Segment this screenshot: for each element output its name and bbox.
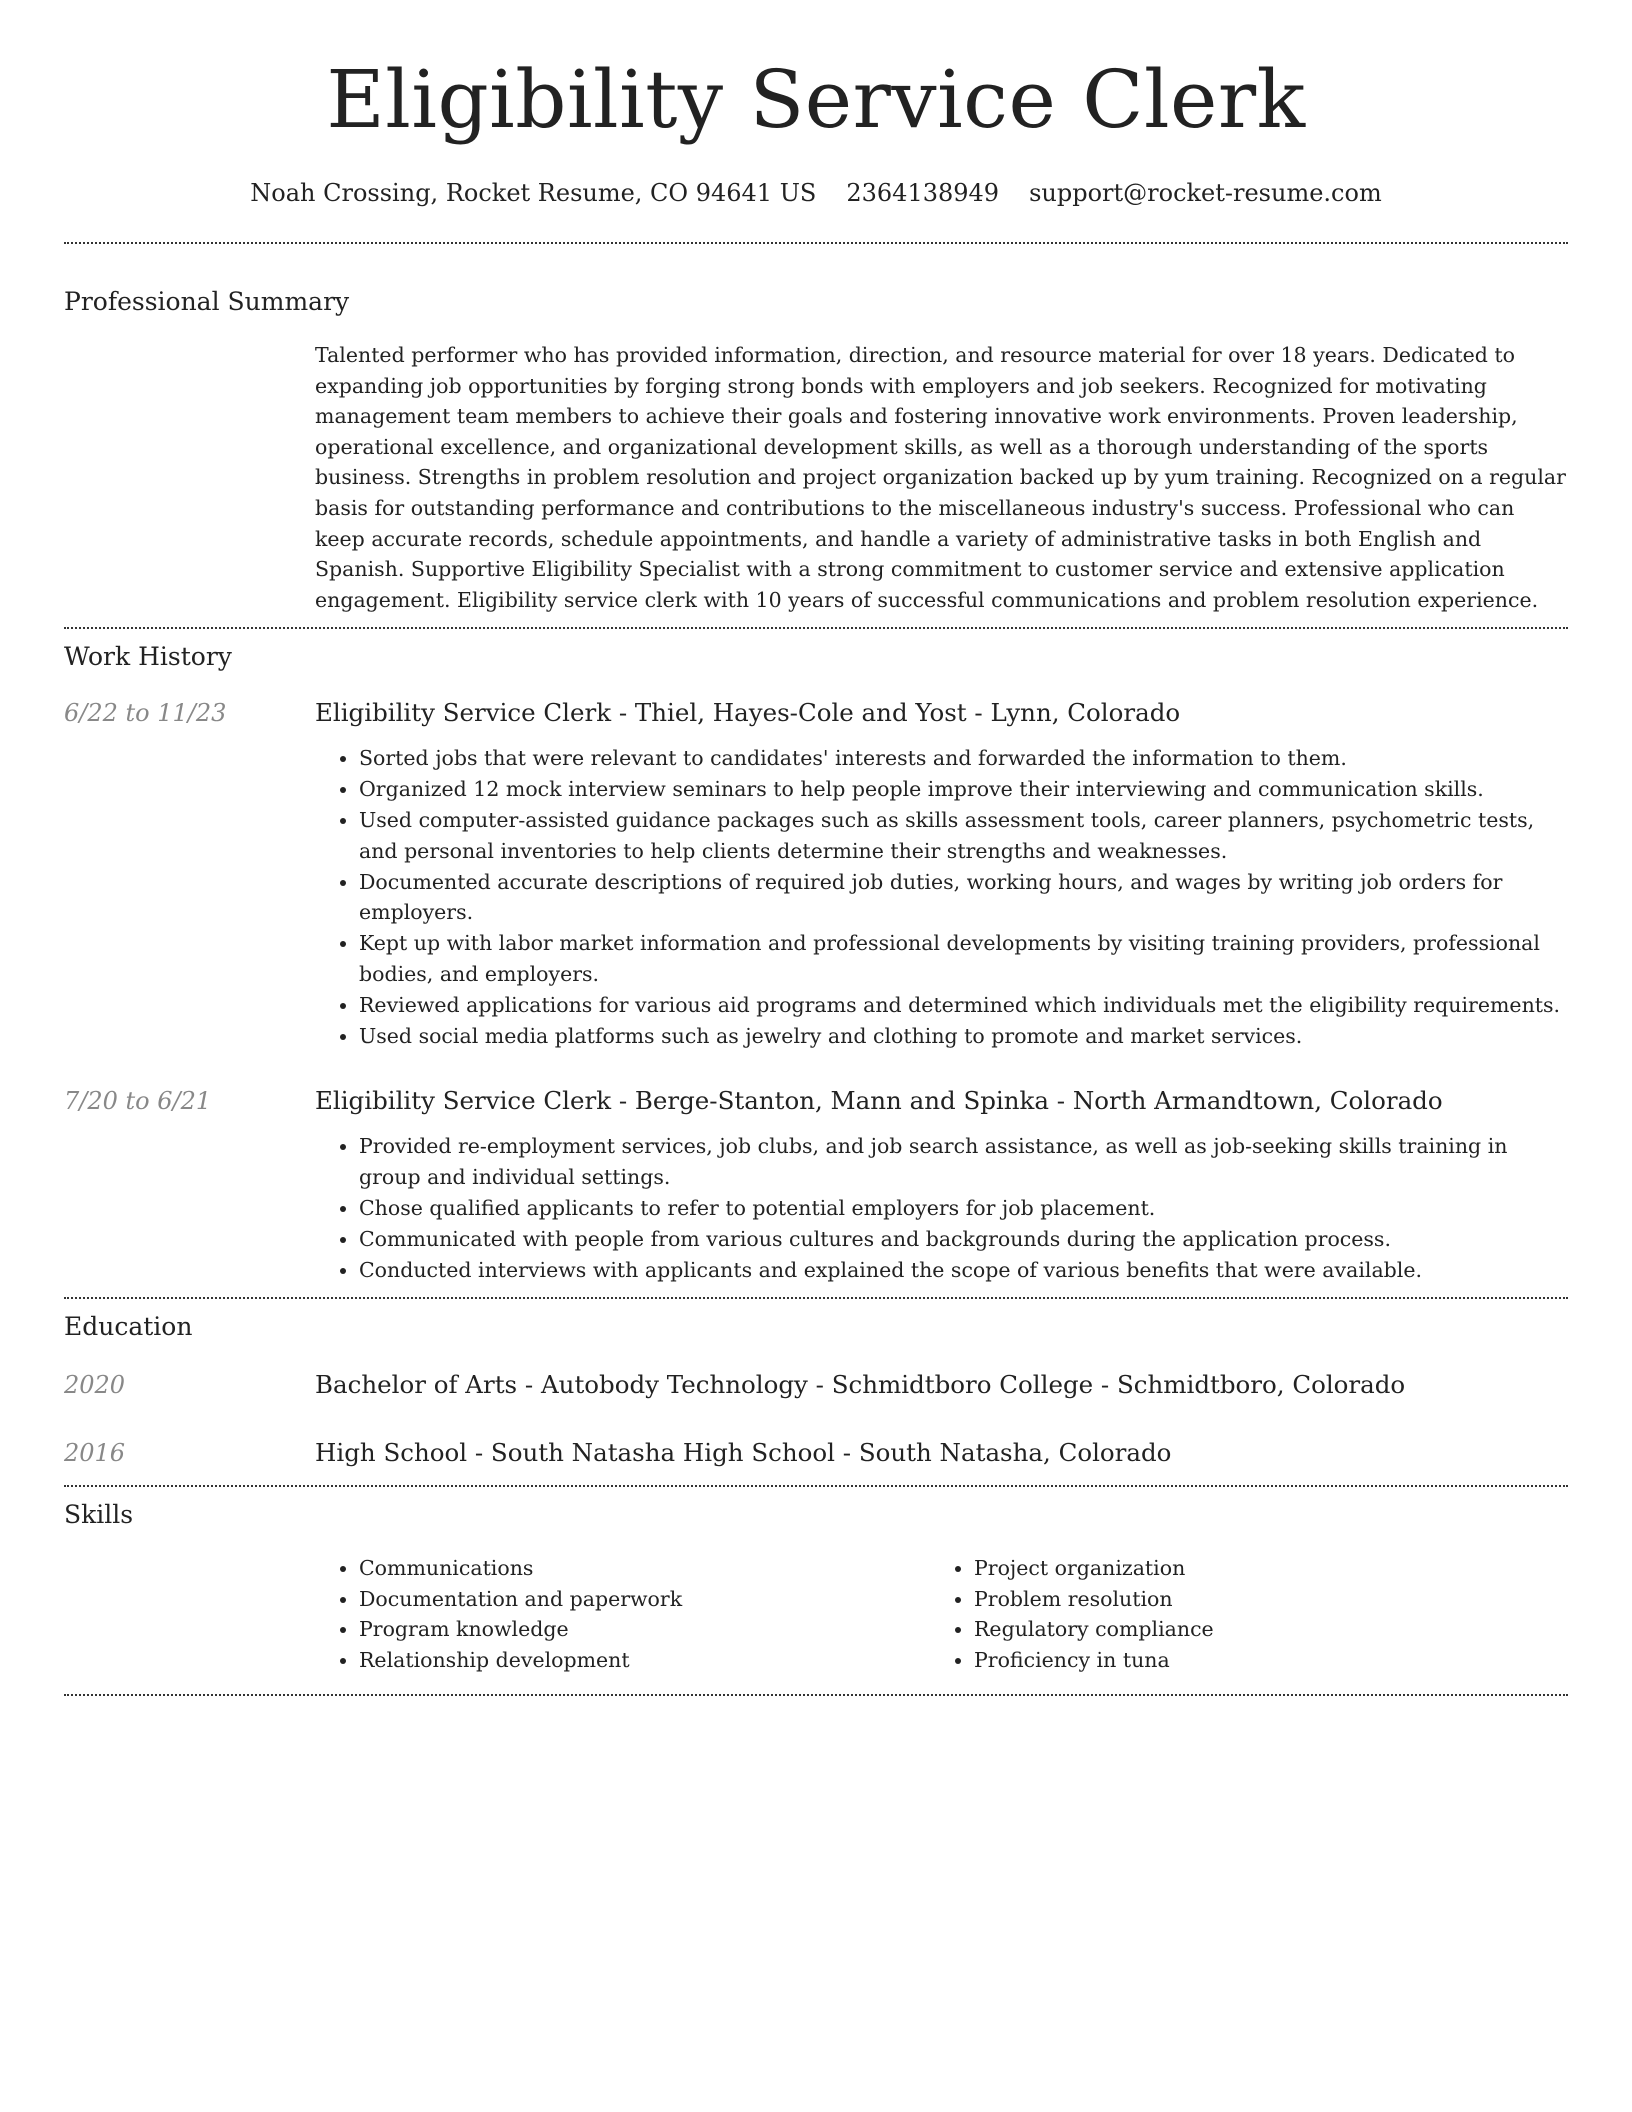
skills-list-left bbox=[315, 1553, 930, 1675]
skill-item: • Documentation and paperwork bbox=[359, 1584, 930, 1615]
skills-spacer bbox=[64, 1531, 315, 1675]
education-degree: Bachelor of Arts - Autobody Technology bbox=[315, 1370, 808, 1400]
skills-section bbox=[64, 1487, 1568, 1693]
job-entry bbox=[64, 1085, 1568, 1285]
job-bullet: • Provided re-employment services, job clubs, and job search assistance, as well as job-seeking skills training in group and individual settings. bbox=[359, 1131, 1568, 1193]
section-divider bbox=[64, 1694, 1568, 1696]
skill-item: • Program knowledge bbox=[359, 1614, 930, 1645]
skills-title: Skills bbox=[64, 1500, 134, 1530]
job-dates: 6/22 to 11/23 bbox=[64, 699, 227, 728]
job-bullet: • Conducted interviews with applicants and explained the scope of various benefits that were available. bbox=[359, 1255, 1568, 1286]
education-section bbox=[64, 1299, 1568, 1485]
job-dates: 7/20 to 6/21 bbox=[64, 1087, 212, 1116]
education-entry bbox=[64, 1437, 1568, 1469]
education-school: - Schmidtboro College - Schmidtboro, Colorado bbox=[807, 1370, 1406, 1400]
summary-text: Talented performer who has provided information, direction, and resource material for over 18 years. Dedicated to expanding job opportunities by forging strong bonds with employers and job seekers. Recognized for motivating management team members to achieve their goals and fostering innovative work environments. Proven leadership, operational excellence, and organizational development skills, as well as a thorough understanding of the sports business. Strengths in problem resolution and project organization backed up by yum training. Recognized on a regular basis for outstanding performance and contributions to the miscellaneous industry's success. Professional who can keep accurate records, schedule appointments, and handle a variety of administrative tasks in both English and Spanish. Supportive Eligibility Specialist with a strong commitment to customer service and extensive application engagement. Eligibility service clerk with 10 years of successful communications and problem resolution experience. bbox=[315, 343, 1566, 612]
skill-item: • Relationship development bbox=[359, 1645, 930, 1676]
job-bullet: • Documented accurate descriptions of required job duties, working hours, and wages by writing job orders for employers. bbox=[359, 867, 1568, 929]
contact-address: Noah Crossing, Rocket Resume, CO 94641 US bbox=[250, 179, 817, 207]
education-year: 2016 bbox=[64, 1439, 126, 1468]
education-school: - South Natasha High School - South Natasha, Colorado bbox=[467, 1438, 1172, 1468]
work-history-title: Work History bbox=[64, 642, 232, 672]
summary-section bbox=[64, 244, 1568, 627]
job-bullet: • Organized 12 mock interview seminars to help people improve their interviewing and communication skills. bbox=[359, 774, 1568, 805]
resume-header bbox=[64, 0, 1568, 208]
job-entry bbox=[64, 697, 1568, 1051]
skill-item: • Proficiency in tuna bbox=[974, 1645, 1545, 1676]
contact-email: support@rocket-resume.com bbox=[1029, 179, 1382, 207]
skills-list-right bbox=[930, 1553, 1545, 1675]
job-bullet: • Used computer-assisted guidance packages such as skills assessment tools, career planners, psychometric tests, and personal inventories to help clients determine their strengths and weaknesses. bbox=[359, 805, 1568, 867]
job-bullet: • Communicated with people from various cultures and backgrounds during the application process. bbox=[359, 1224, 1568, 1255]
contact-line bbox=[64, 178, 1568, 208]
work-history-section bbox=[64, 629, 1568, 1297]
skill-item: • Project organization bbox=[974, 1553, 1545, 1584]
summary-title: Professional Summary bbox=[64, 287, 350, 316]
job-heading: Eligibility Service Clerk - Thiel, Hayes-Cole and Yost - Lynn, Colorado bbox=[315, 698, 1181, 728]
job-bullets bbox=[315, 1131, 1568, 1285]
education-entry bbox=[64, 1369, 1568, 1401]
job-spacer bbox=[64, 729, 315, 1051]
job-bullet: • Reviewed applications for various aid programs and determined which individuals met the eligibility requirements. bbox=[359, 990, 1568, 1021]
skill-item: • Problem resolution bbox=[974, 1584, 1545, 1615]
job-bullet: • Used social media platforms such as jewelry and clothing to promote and market services. bbox=[359, 1021, 1568, 1052]
summary-spacer bbox=[64, 318, 315, 627]
job-bullet: • Chose qualified applicants to refer to potential employers for job placement. bbox=[359, 1193, 1568, 1224]
contact-phone: 2364138949 bbox=[846, 179, 1000, 207]
job-spacer bbox=[64, 1117, 315, 1285]
education-year: 2020 bbox=[64, 1371, 126, 1400]
job-bullets bbox=[315, 743, 1568, 1051]
job-heading: Eligibility Service Clerk - Berge-Stanton, Mann and Spinka - North Armandtown, Colorado bbox=[315, 1086, 1443, 1116]
skill-item: • Regulatory compliance bbox=[974, 1614, 1545, 1645]
job-bullet: • Kept up with labor market information and professional developments by visiting training providers, professional bodies, and employers. bbox=[359, 928, 1568, 990]
education-title: Education bbox=[64, 1312, 193, 1342]
candidate-name: Eligibility Service Clerk bbox=[326, 53, 1306, 146]
skill-item: • Communications bbox=[359, 1553, 930, 1584]
education-degree: High School bbox=[315, 1438, 468, 1468]
job-bullet: • Sorted jobs that were relevant to candidates' interests and forwarded the information to them. bbox=[359, 743, 1568, 774]
